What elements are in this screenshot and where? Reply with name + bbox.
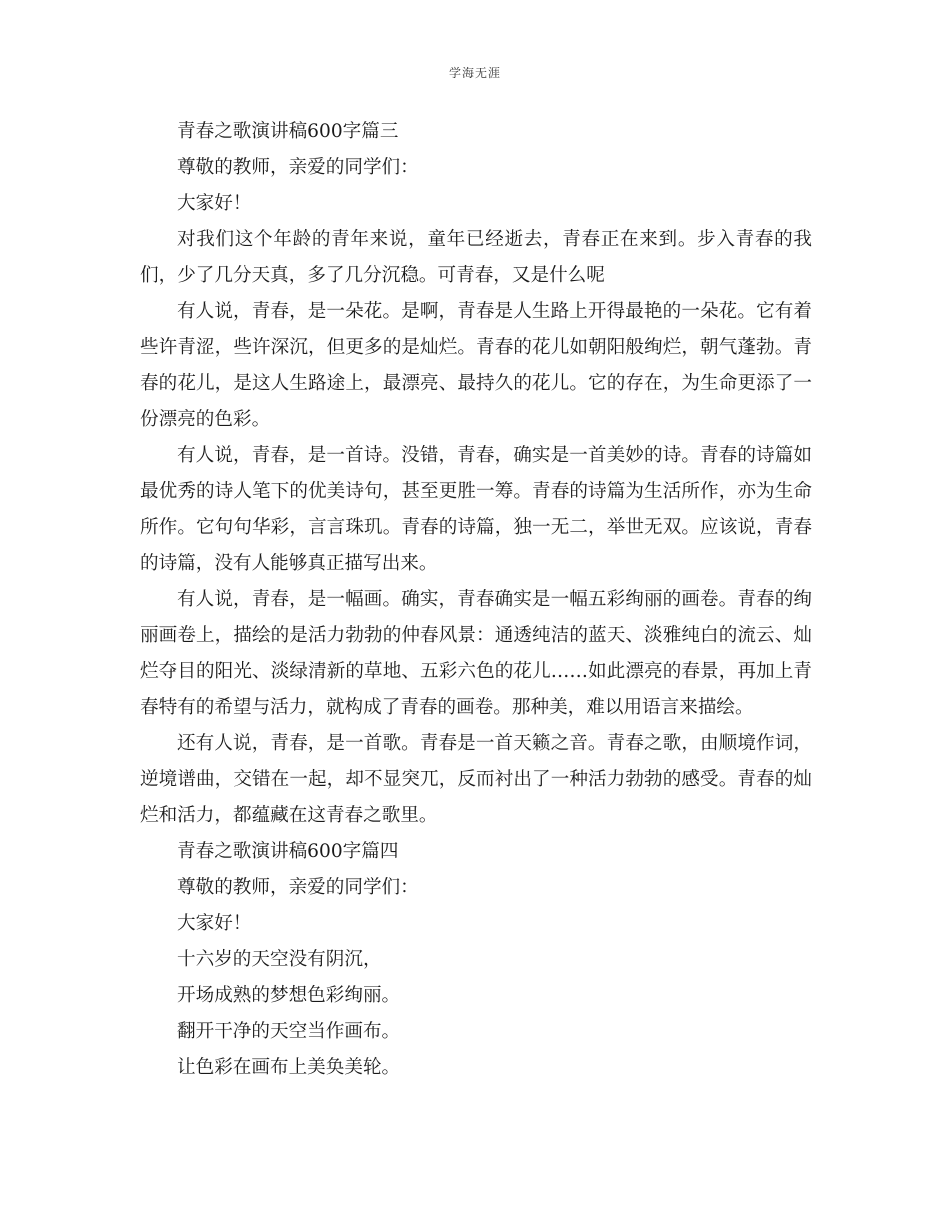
poem-line: 翻开干净的天空当作画布。 — [177, 1021, 401, 1042]
paragraph: 有人说，青春，是一首诗。没错，青春，确实是一首美妙的诗。青春的诗篇如最优秀的诗人笔下的优美诗句，甚至更胜一筹。青春的诗篇为生活所作，亦为生命所作。它句句华彩，言言珠玑。青春的诗篇，独一无二，举世无双。应该说，青春的诗篇，没有人能够真正描写出来。 — [140, 445, 812, 574]
salutation: 尊敬的教师，亲爱的同学们： — [177, 877, 419, 898]
section-title: 青春之歌演讲稿600字篇四 — [177, 841, 399, 862]
paragraph: 有人说，青春，是一朵花。是啊，青春是人生路上开得最艳的一朵花。它有着些许青涩，些许深沉，但更多的是灿烂。青春的花儿如朝阳般绚烂，朝气蓬勃。青春的花儿，是这人生路途上，最漂亮、最持久的花儿。它的存在，为生命更添了一份漂亮的色彩。 — [140, 301, 812, 430]
document-body — [140, 114, 812, 1086]
poem-line: 十六岁的天空没有阴沉， — [177, 949, 382, 970]
paragraph: 有人说，青春，是一幅画。确实，青春确实是一幅五彩绚丽的画卷。青春的绚丽画卷上，描绘的是活力勃勃的仲春风景：通透纯洁的蓝天、淡雅纯白的流云、灿烂夺目的阳光、淡绿清新的草地、五彩六色的花儿……如此漂亮的春景，再加上青春特有的希望与活力，就构成了青春的画卷。那种美，难以用语言来描绘。 — [140, 589, 812, 718]
section-title: 青春之歌演讲稿600字篇三 — [177, 121, 399, 142]
poem-line: 开场成熟的梦想色彩绚丽。 — [177, 985, 401, 1006]
greeting: 大家好！ — [177, 913, 252, 934]
paragraph: 对我们这个年龄的青年来说，童年已经逝去，青春正在来到。步入青春的我们，少了几分天真，多了几分沉稳。可青春，又是什么呢 — [140, 229, 812, 286]
paragraph: 还有人说，青春，是一首歌。青春是一首天籁之音。青春之歌，由顺境作词，逆境谱曲，交错在一起，却不显突兀，反而衬出了一种活力勃勃的感受。青春的灿烂和活力，都蕴藏在这青春之歌里。 — [140, 733, 812, 826]
salutation: 尊敬的教师，亲爱的同学们： — [177, 157, 419, 178]
poem-line: 让色彩在画布上美奂美轮。 — [177, 1057, 401, 1078]
page-header: 学海无涯 — [448, 66, 501, 80]
greeting: 大家好！ — [177, 193, 252, 214]
